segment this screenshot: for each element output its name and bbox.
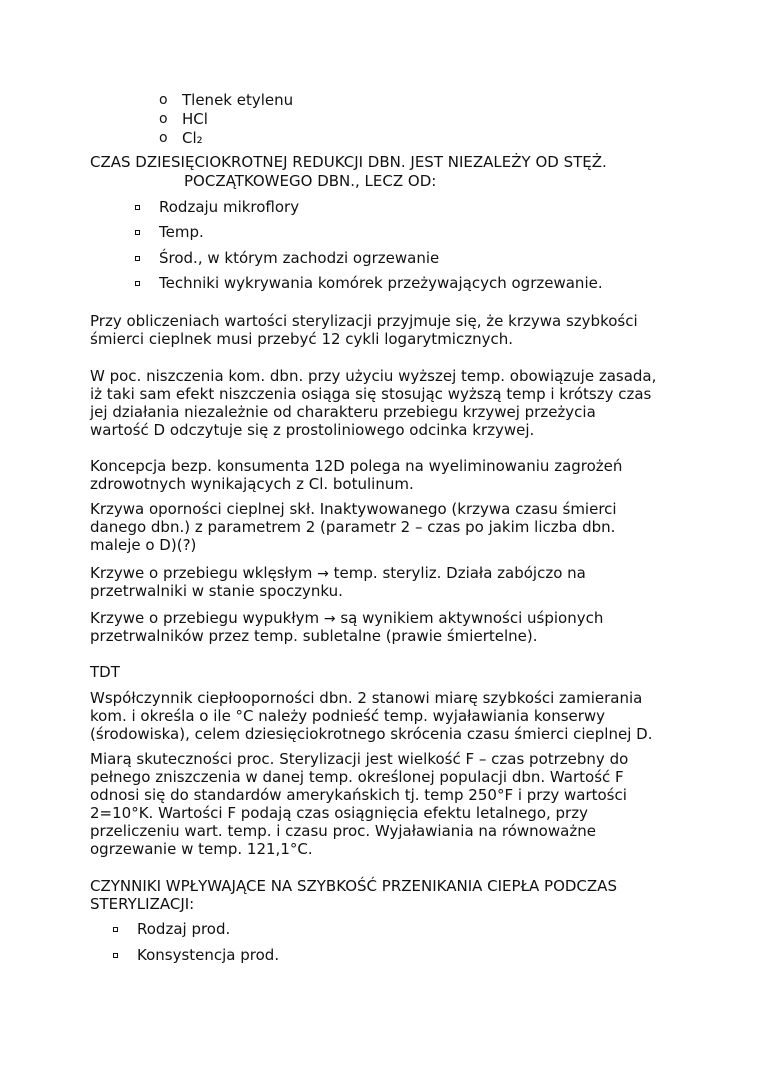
list-item-text: Techniki wykrywania komórek przeżywających ogrzewanie. [159, 274, 603, 292]
list-item-text: HCl [182, 110, 208, 128]
paragraph-line: przeliczeniu wart. temp. i czasu proc. Wyjaławiania na równoważne [90, 822, 596, 840]
paragraph-line: Krzywa oporności cieplnej skł. Inaktywowanego (krzywa czasu śmierci [90, 500, 617, 518]
arrow-right-icon: → [323, 611, 336, 627]
paragraph-line: kom. i określa o ile °C należy podnieść temp. wyjaławiania konserwy [90, 707, 606, 725]
paragraph-line [90, 609, 603, 628]
paragraph-line: maleje o D)(?) [90, 536, 197, 554]
list-item-text: Temp. [159, 223, 204, 241]
square-bullet-icon [113, 953, 118, 958]
text-segment: są wynikiem aktywności uśpionych [335, 609, 604, 627]
list-item-text: Środ., w którym zachodzi ogrzewanie [159, 249, 440, 267]
paragraph-line: jej działania niezależnie od charakteru przebiegu krzywej przeżycia [90, 403, 596, 421]
paragraph-line: Przy obliczeniach wartości sterylizacji przyjmuje się, że krzywa szybkości [90, 312, 638, 330]
arrow-right-icon: → [317, 566, 329, 582]
paragraph-line: iż taki sam efekt niszczenia osiąga się stosując wyższą temp i krótszy czas [90, 385, 652, 403]
text-segment: temp. steryliz. Działa zabójczo na [328, 564, 586, 582]
list-item-text: Cl₂ [182, 129, 203, 147]
paragraph-line: Współczynnik ciepłooporności dbn. 2 stanowi miarę szybkości zamierania [90, 689, 643, 707]
text-segment: Krzywe o przebiegu wypukłym [90, 609, 324, 627]
heading-line: CZAS DZIESIĘCIOKROTNEJ REDUKCJI DBN. JEST NIEZALEŻY OD STĘŻ. [90, 153, 607, 171]
paragraph-line: 2=10°K. Wartości F podają czas osiągnięcia efektu letalnego, przy [90, 804, 588, 822]
paragraph-line [90, 564, 586, 583]
bullet-o: o [159, 111, 168, 127]
heading-line: STERYLIZACJI: [90, 895, 195, 913]
square-bullet-icon [135, 230, 140, 235]
paragraph-line: zdrowotnych wynikających z Cl. botulinum. [90, 475, 414, 493]
paragraph-line: pełnego zniszczenia w danej temp. określonej populacji dbn. Wartość F [90, 768, 624, 786]
bullet-o: o [159, 130, 168, 146]
paragraph-line: przetrwalników przez temp. subletalne (prawie śmiertelne). [90, 627, 538, 645]
square-bullet-icon [135, 281, 140, 286]
heading-line: POCZĄTKOWEGO DBN., LECZ OD: [184, 172, 437, 190]
square-bullet-icon [135, 256, 140, 261]
bullet-o: o [159, 92, 168, 108]
heading-line: CZYNNIKI WPŁYWAJĄCE NA SZYBKOŚĆ PRZENIKANIA CIEPŁA PODCZAS [90, 877, 617, 895]
list-item-text: Konsystencja prod. [137, 946, 280, 964]
paragraph-line: ogrzewanie w temp. 121,1°C. [90, 840, 313, 858]
paragraph-line: W poc. niszczenia kom. dbn. przy użyciu wyższej temp. obowiązuje zasada, [90, 367, 657, 385]
square-bullet-icon [135, 205, 140, 210]
paragraph-line: odnosi się do standardów amerykańskich tj. temp 250°F i przy wartości [90, 786, 627, 804]
paragraph-line: śmierci cieplnek musi przebyć 12 cykli logarytmicznych. [90, 330, 513, 348]
paragraph-line: Miarą skuteczności proc. Sterylizacji jest wielkość F – czas potrzebny do [90, 750, 629, 768]
text-segment: Krzywe o przebiegu wklęsłym [90, 564, 318, 582]
paragraph-line: przetrwalniki w stanie spoczynku. [90, 582, 343, 600]
paragraph-line: (środowiska), celem dziesięciokrotnego skrócenia czasu śmierci cieplnej D. [90, 725, 653, 743]
list-item-text: Rodzaj prod. [137, 920, 231, 938]
paragraph-line: Koncepcja bezp. konsumenta 12D polega na wyeliminowaniu zagrożeń [90, 457, 623, 475]
square-bullet-icon [113, 927, 118, 932]
paragraph-line: wartość D odczytuje się z prostoliniowego odcinka krzywej. [90, 421, 535, 439]
list-item-text: Tlenek etylenu [182, 91, 294, 109]
list-item-text: Rodzaju mikroflory [159, 198, 300, 216]
paragraph-line: danego dbn.) z parametrem 2 (parametr 2 – czas po jakim liczba dbn. [90, 518, 616, 536]
section-label: TDT [90, 663, 120, 681]
